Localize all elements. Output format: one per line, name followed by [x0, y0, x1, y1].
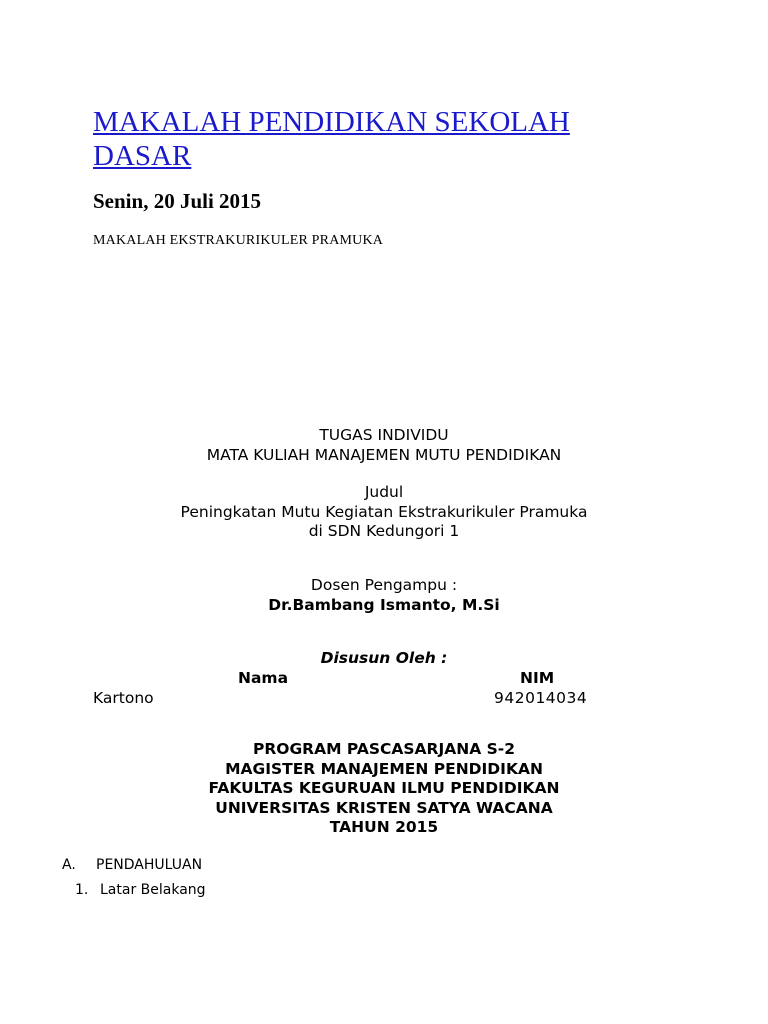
post-title-link[interactable]: MAKALAH PENDIDIKAN SEKOLAH DASAR	[93, 106, 570, 172]
outline-item-marker: 1.	[75, 882, 89, 898]
title-section	[0, 483, 768, 542]
assignment-type: TUGAS INDIVIDU	[319, 426, 449, 444]
outline-item-title: Latar Belakang	[100, 882, 206, 898]
outline-item-1	[75, 882, 206, 898]
author-name: Kartono	[93, 689, 154, 707]
institution-line-program: PROGRAM PASCASARJANA S-2	[252, 740, 516, 758]
post-subtitle: MAKALAH EKSTRAKURIKULER PRAMUKA	[93, 233, 384, 248]
assignment-heading	[0, 426, 768, 465]
post-date: Senin, 20 Juli 2015	[93, 189, 262, 213]
outline-section-title: PENDAHULUAN	[96, 857, 203, 873]
institution-line-fakultas: FAKULTAS KEGURUAN ILMU PENDIDIKAN	[208, 779, 560, 797]
course-name: MATA KULIAH MANAJEMEN MUTU PENDIDIKAN	[206, 445, 562, 464]
institution-block	[0, 740, 768, 838]
nim-column-header: NIM	[520, 669, 555, 687]
dosen-name: Dr.Bambang Ismanto, M.Si	[268, 595, 500, 614]
institution-line-tahun: TAHUN 2015	[329, 818, 439, 836]
nama-column-header: Nama	[238, 669, 289, 687]
institution-line-universitas: UNIVERSITAS KRISTEN SATYA WACANA	[215, 798, 553, 817]
disusun-label: Disusun Oleh :	[320, 649, 448, 667]
outline-section-marker: A.	[62, 857, 76, 873]
author-nim: 942014034	[494, 689, 588, 707]
outline-section-a	[62, 857, 202, 873]
judul-label: Judul	[364, 483, 404, 501]
dosen-label: Dosen Pengampu :	[310, 576, 458, 594]
lecturer-section	[0, 576, 768, 615]
judul-line-2: di SDN Kedungori 1	[308, 522, 460, 540]
institution-line-magister: MAGISTER MANAJEMEN PENDIDIKAN	[225, 759, 543, 778]
judul-line-1: Peningkatan Mutu Kegiatan Ekstrakurikuler Pramuka	[180, 502, 588, 521]
author-section	[0, 649, 768, 669]
